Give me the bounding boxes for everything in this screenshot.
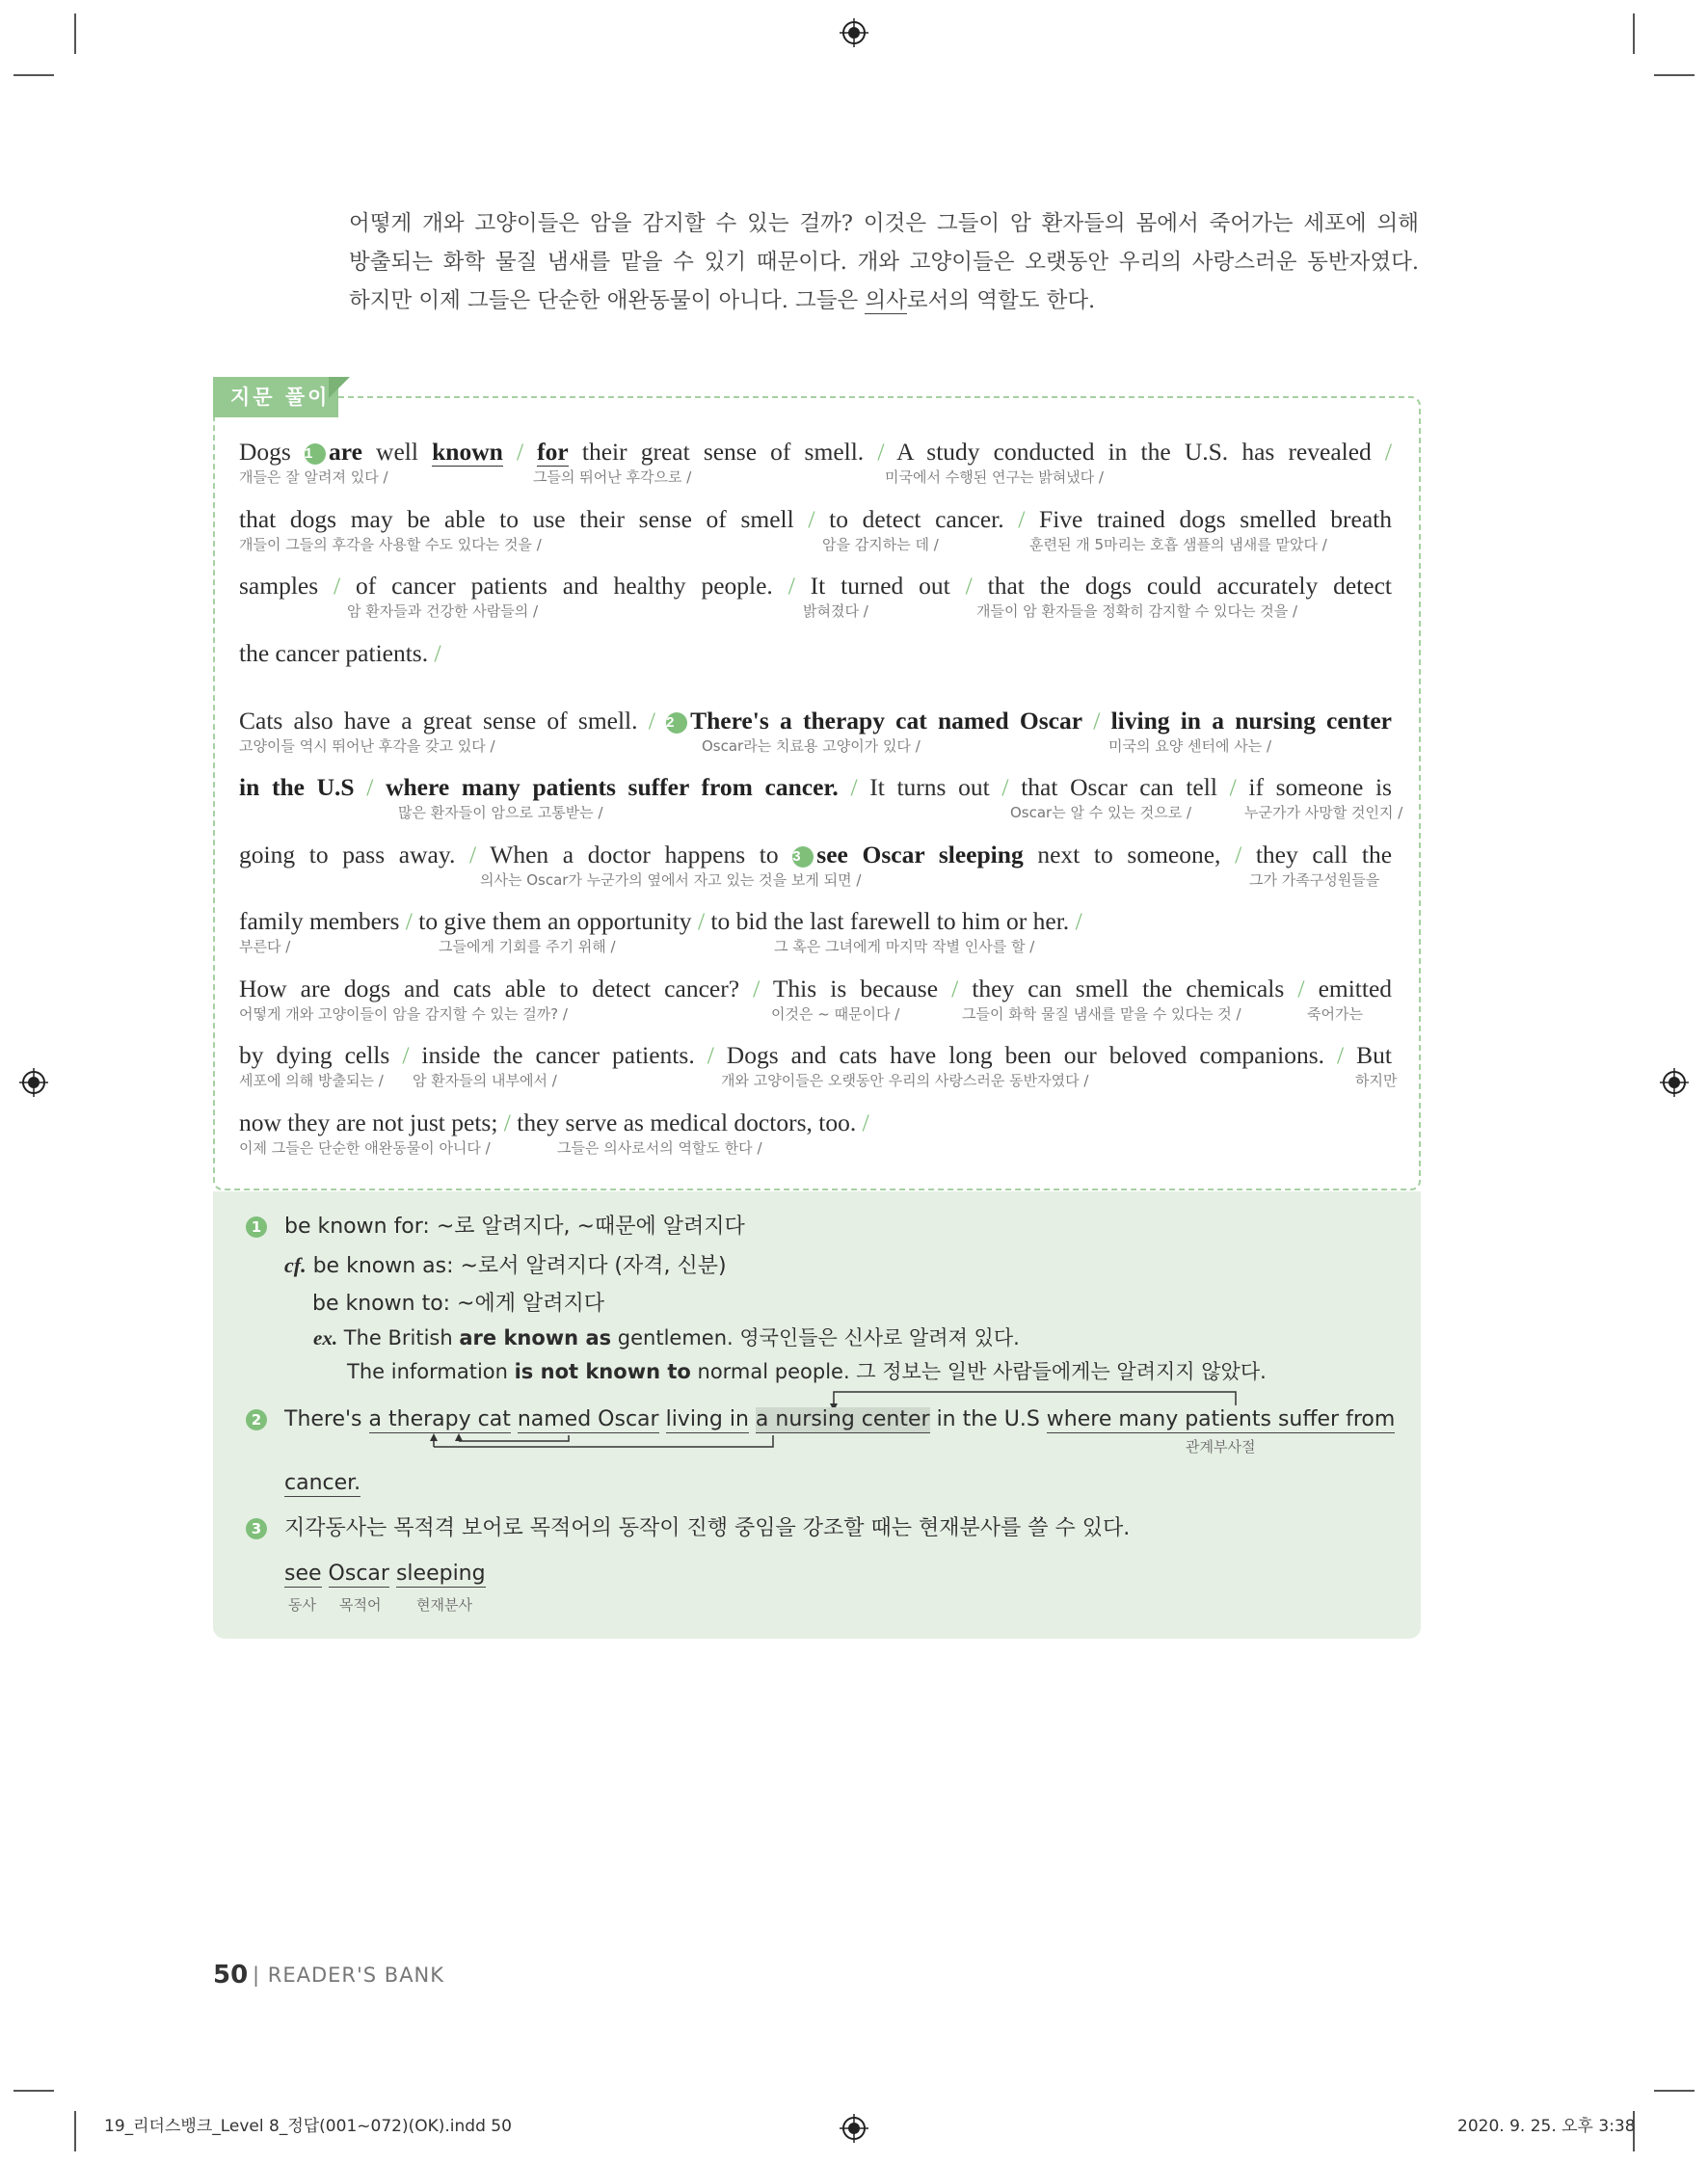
korean-gloss: 누군가가 사망할 것인지 /: [1244, 804, 1403, 821]
english-line: Dogs 1 are well known / for their great sense of smell. / A study conducted in the U.S. has revealed /: [239, 438, 1393, 466]
note-number-2: 2: [246, 1409, 267, 1430]
registration-mark-right: [1660, 1068, 1689, 1097]
korean-gloss: Oscar라는 치료용 고양이가 있다 /: [702, 736, 921, 755]
passage-line: [239, 570, 1392, 637]
passage-line: [239, 637, 1392, 705]
korean-gloss: 이제 그들은 단순한 애완동물이 아니다 /: [239, 1138, 491, 1157]
tab-fold: [329, 377, 350, 398]
note-1-main: 1 be known for: ~로 알려지다, ~때문에 알려지다: [284, 1214, 745, 1241]
english-line: How are dogs and cats able to detect cancer? / This is because / they can smell the chemicals / emitted: [239, 974, 1393, 1002]
english-line: the cancer patients. /: [239, 638, 441, 667]
section-tab: 지문 풀이: [213, 377, 338, 417]
underlined-word: 의사: [865, 288, 907, 313]
korean-gloss: 많은 환자들이 암으로 고통받는 /: [398, 804, 603, 821]
korean-gloss: 훈련된 개 5마리는 호흡 샘플의 냄새를 맡았다 /: [1029, 535, 1327, 553]
passage-line: [239, 905, 1392, 973]
korean-gloss: 죽어가는: [1307, 1004, 1363, 1023]
korean-gloss: 이것은 ~ 때문이다 /: [771, 1004, 900, 1023]
highlighted-phrase: a nursing center: [755, 1407, 930, 1431]
korean-gloss: 어떻게 개와 고양이들이 암을 감지할 수 있는 걸까? /: [239, 1004, 568, 1023]
passage-line: [239, 1039, 1398, 1107]
crop-mark-bottom-right-h: [1654, 2090, 1695, 2092]
crop-mark-top-right-v: [1633, 13, 1635, 54]
crop-mark-bottom-left-h: [13, 2090, 54, 2092]
passage-line: [239, 705, 1392, 772]
note-1-example-2: The information is not known to normal people. 그 정보는 일반 사람들에게는 알려지지 않았다.: [347, 1360, 1267, 1383]
korean-gloss: 개들은 잘 알려져 있다 /: [239, 468, 388, 486]
underlined-phrase: living in: [665, 1407, 749, 1431]
crop-mark-bottom-left-v: [74, 2111, 76, 2151]
note-3-main: 3 지각동사는 목적격 보어로 목적어의 동작이 진행 중임을 강조할 때는 현재분사를 쓸 수 있다.: [284, 1515, 1130, 1542]
korean-gloss: 그 혹은 그녀에게 마지막 작별 인사를 할 /: [774, 938, 1035, 955]
registration-mark-left: [19, 1068, 48, 1097]
english-line: by dying cells / inside the cancer patients. / Dogs and cats have long been our beloved companions. / But: [239, 1041, 1392, 1069]
english-line: now they are not just pets; / they serve as medical doctors, too. /: [239, 1108, 869, 1136]
english-line: going to pass away. / When a doctor happens to 3 see Oscar sleeping next to someone, / they call the: [239, 840, 1393, 868]
korean-gloss: 암을 감지하는 데 /: [822, 535, 939, 553]
note-2-continuation: [284, 1470, 360, 1497]
korean-gloss: 부른다 /: [239, 938, 291, 955]
note-marker-2[interactable]: 2: [666, 712, 687, 734]
note-number-1: 1: [246, 1216, 267, 1238]
print-slug-date: 2020. 9. 25. 오후 3:38: [1457, 2117, 1636, 2136]
korean-gloss: 미국의 요양 센터에 사는 /: [1108, 736, 1272, 755]
korean-translation-summary: [349, 204, 1419, 320]
verb-word: see: [284, 1562, 322, 1586]
note-number-3: 3: [246, 1518, 267, 1539]
korean-gloss: 하지만: [1355, 1072, 1398, 1089]
note-marker-1[interactable]: 1: [305, 443, 326, 465]
crop-mark-top-left-v: [74, 13, 76, 54]
korean-gloss: Oscar는 알 수 있는 것으로 /: [1010, 804, 1192, 821]
passage-analysis: [239, 436, 1403, 1173]
korean-summary-line: 방출되는 화학 물질 냄새를 맡을 수 있기 때문이다. 개와 고양이들은 오랫동안 우리의 사랑스러운 동반자였다.: [349, 250, 1419, 275]
korean-gloss: 개들이 그들의 후각을 사용할 수도 있다는 것을 /: [239, 535, 542, 553]
object-label: 목적어: [339, 1596, 382, 1614]
english-line: Cats also have a great sense of smell. / 2 There's a therapy cat named Oscar / living in a nursing center: [239, 706, 1392, 735]
passage-line: [239, 839, 1392, 906]
note-1-cf: cf. be known as: ~로서 알려지다 (자격, 신분): [284, 1253, 727, 1278]
running-footer-title: | READER'S BANK: [253, 1964, 445, 1987]
korean-gloss: 세포에 의해 방출되는 /: [239, 1072, 384, 1089]
korean-gloss: 고양이들 역시 뛰어난 후각을 갖고 있다 /: [239, 736, 495, 755]
korean-gloss: 미국에서 수행된 연구는 밝혀냈다 /: [885, 468, 1104, 486]
korean-gloss: 그가 가족구성원들을: [1249, 870, 1380, 889]
passage-line: [239, 503, 1392, 571]
print-slug-file: 19_리더스뱅크_Level 8_정답(001~072)(OK).indd 50: [104, 2117, 512, 2136]
passage-line: [239, 436, 1392, 503]
relative-adverb-clause-label: 관계부사절: [1186, 1438, 1256, 1456]
korean-gloss: 암 환자들과 건강한 사람들의 /: [347, 602, 539, 620]
english-line: samples / of cancer patients and healthy people. / It turned out / that the dogs could accurately detect: [239, 572, 1392, 600]
korean-summary-line: 하지만 이제 그들은 단순한 애완동물이 아니다. 그들은 의사로서의 역할도 한다.: [349, 288, 1096, 313]
underlined-phrase: named Oscar: [517, 1407, 659, 1431]
korean-gloss: 그들의 뛰어난 후각으로 /: [533, 468, 692, 486]
korean-gloss: 밝혀졌다 /: [803, 602, 868, 620]
underlined-phrase: a therapy cat: [368, 1407, 511, 1431]
passage-line: [239, 771, 1403, 839]
note-marker-3[interactable]: 3: [792, 846, 814, 868]
crop-mark-top-left-h: [13, 74, 54, 76]
verb-label: 동사: [288, 1596, 316, 1614]
note-1-example-1: ex. The British are known as gentlemen. 영국인들은 신사로 알려져 있다.: [313, 1326, 1020, 1349]
registration-mark-bottom: [840, 2114, 868, 2143]
korean-gloss: 그들은 의사로서의 역할도 한다 /: [557, 1138, 762, 1157]
english-line: that dogs may be able to use their sense of smell / to detect cancer. / Five trained dogs smelled breath: [239, 504, 1392, 533]
korean-gloss: 의사는 Oscar가 누군가의 옆에서 자고 있는 것을 보게 되면 /: [480, 870, 862, 889]
korean-gloss: 그들에게 기회를 주기 위해 /: [439, 938, 616, 955]
page-number: 50: [213, 1961, 249, 1990]
modifier-arrows: [424, 1433, 790, 1460]
english-line: in the U.S / where many patients suffer from cancer. / It turns out / that Oscar can tell / if someone is: [239, 773, 1392, 801]
underlined-phrase: cancer.: [284, 1471, 361, 1495]
participle-word: sleeping: [395, 1562, 486, 1586]
registration-mark-top: [840, 18, 868, 47]
korean-gloss: 개들이 암 환자들을 정확히 감지할 수 있다는 것을 /: [976, 602, 1298, 620]
note-3-example: [284, 1561, 486, 1588]
crop-mark-top-right-h: [1654, 74, 1695, 76]
underlined-phrase: where many patients suffer from: [1046, 1407, 1396, 1431]
passage-line: [239, 1107, 1392, 1174]
english-line: family members / to give them an opportunity / to bid the last farewell to him or her. /: [239, 907, 1082, 935]
korean-summary-line: 어떻게 개와 고양이들은 암을 감지할 수 있는 걸까? 이것은 그들이 암 환자들의 몸에서 죽어가는 세포에 의해: [349, 211, 1419, 236]
korean-gloss: 암 환자들의 내부에서 /: [413, 1072, 557, 1089]
note-1-to: be known to: ~에게 알려지다: [312, 1292, 604, 1316]
object-word: Oscar: [328, 1562, 389, 1586]
korean-gloss: 그들이 화학 물질 냄새를 맡을 수 있다는 것 /: [962, 1004, 1241, 1023]
note-2-main: 2 There's a therapy cat named Oscar living in a nursing center in the U.S where many patients suffer from: [284, 1406, 1395, 1433]
participle-label: 현재분사: [416, 1596, 472, 1614]
passage-line: [239, 973, 1392, 1040]
korean-gloss: 개와 고양이들은 오랫동안 우리의 사랑스러운 동반자였다 /: [721, 1072, 1089, 1089]
